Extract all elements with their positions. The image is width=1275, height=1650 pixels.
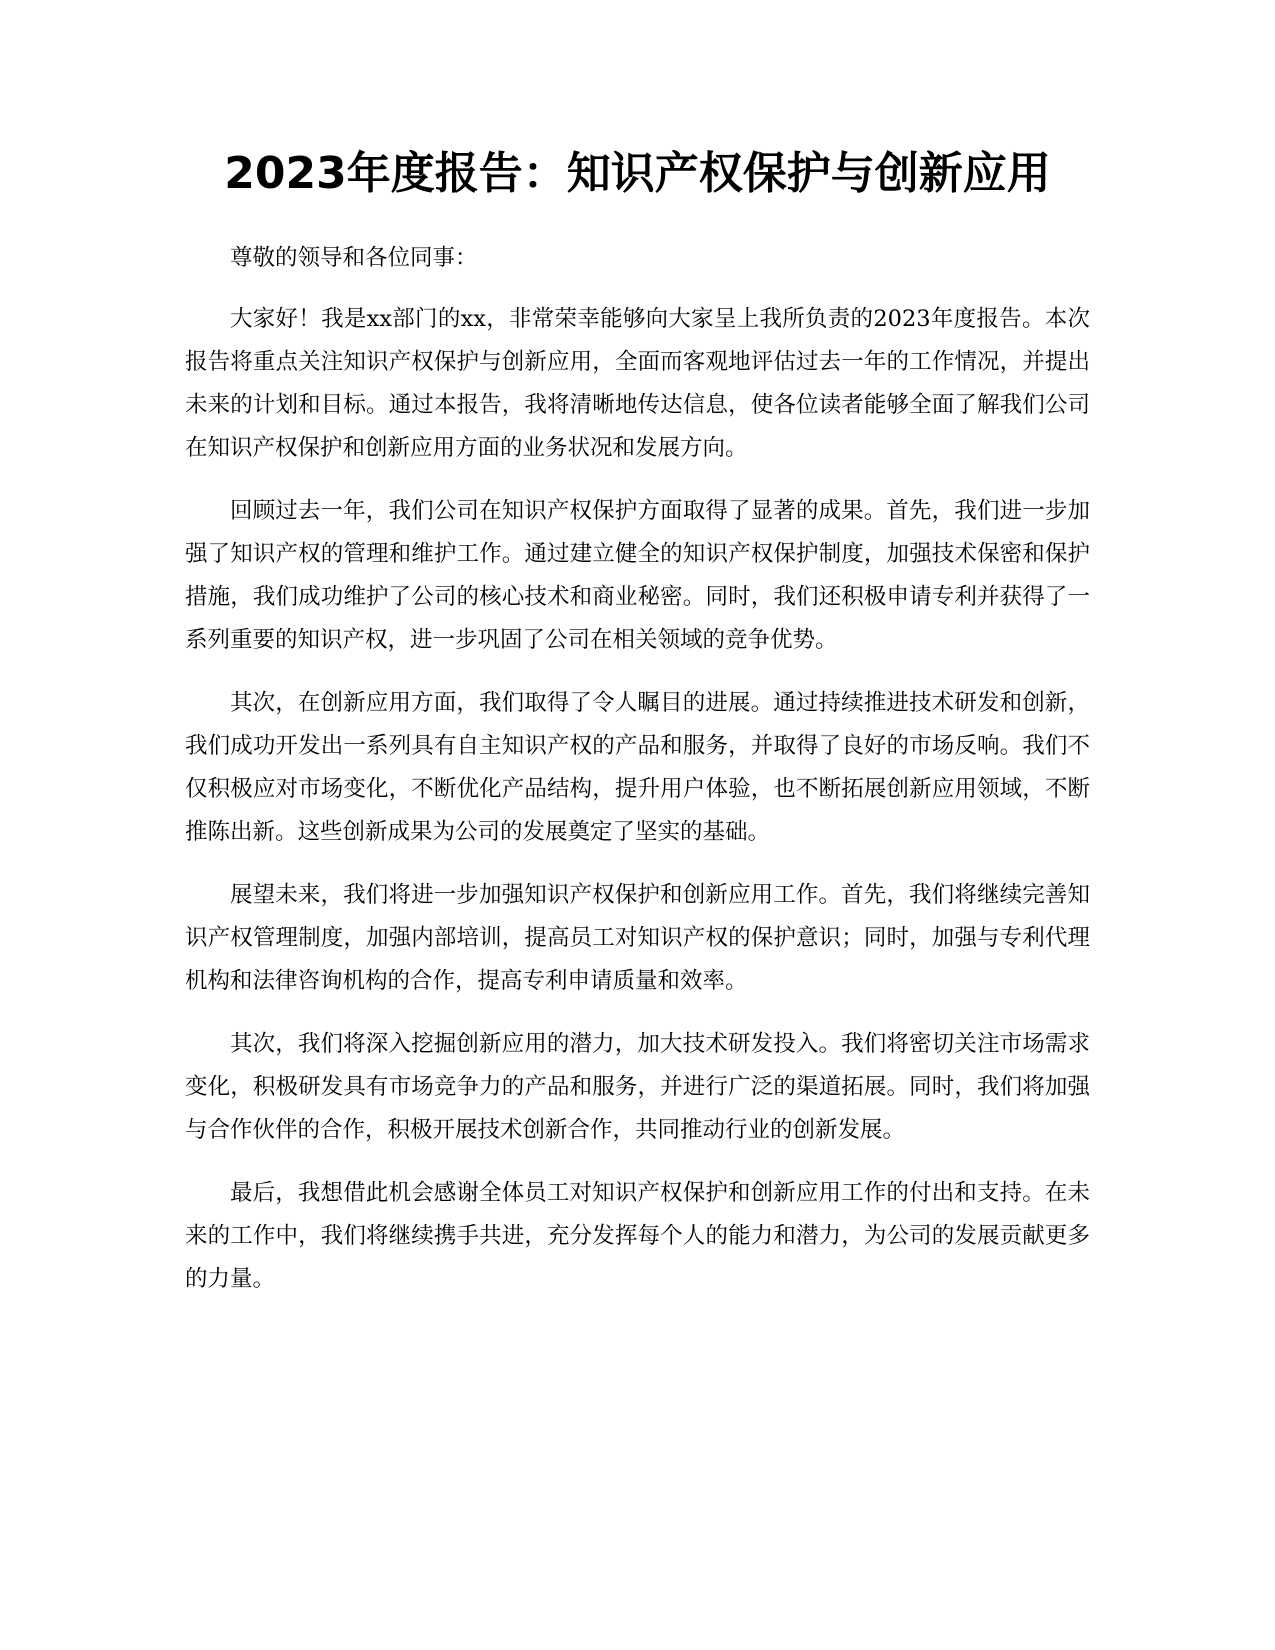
paragraph-outlook: 展望未来，我们将进一步加强知识产权保护和创新应用工作。首先，我们将继续完善知识产权管理制度，加强内部培训，提高员工对知识产权的保护意识；同时，加强与专利代理机构和法律咨询机构的合作，提高专利申请质量和效率。 [185, 882, 1090, 994]
paragraph-review: 回顾过去一年，我们公司在知识产权保护方面取得了显著的成果。首先，我们进一步加强了知识产权的管理和维护工作。通过建立健全的知识产权保护制度，加强技术保密和保护措施，我们成功维护了公司的核心技术和商业秘密。同时，我们还积极申请专利并获得了一系列重要的知识产权，进一步巩固了公司在相关领域的竞争优势。 [185, 498, 1090, 653]
paragraph-closing: 最后，我想借此机会感谢全体员工对知识产权保护和创新应用工作的付出和支持。在未来的工作中，我们将继续携手共进，充分发挥每个人的能力和潜力，为公司的发展贡献更多的力量。 [185, 1180, 1090, 1292]
greeting-line: 尊敬的领导和各位同事： [230, 245, 478, 271]
paragraph-innovation: 其次，在创新应用方面，我们取得了令人瞩目的进展。通过持续推进技术研发和创新，我们成功开发出一系列具有自主知识产权的产品和服务，并取得了良好的市场反响。我们不仅积极应对市场变化，不断优化产品结构，提升用户体验，也不断拓展创新应用领域，不断推陈出新。这些创新成果为公司的发展奠定了坚实的基础。 [185, 690, 1090, 845]
paragraph-intro: 大家好！我是xx部门的xx，非常荣幸能够向大家呈上我所负责的2023年度报告。本次报告将重点关注知识产权保护与创新应用，全面而客观地评估过去一年的工作情况，并提出未来的计划和目标。通过本报告，我将清晰地传达信息，使各位读者能够全面了解我们公司在知识产权保护和创新应用方面的业务状况和发展方向。 [185, 306, 1090, 461]
document-body [185, 237, 1090, 1321]
paragraph-rd-plan: 其次，我们将深入挖掘创新应用的潜力，加大技术研发投入。我们将密切关注市场需求变化，积极研发具有市场竞争力的产品和服务，并进行广泛的渠道拓展。同时，我们将加强与合作伙伴的合作，积极开展技术创新合作，共同推动行业的创新发展。 [185, 1031, 1090, 1143]
document-title: 2023年度报告：知识产权保护与创新应用 [224, 148, 1051, 199]
